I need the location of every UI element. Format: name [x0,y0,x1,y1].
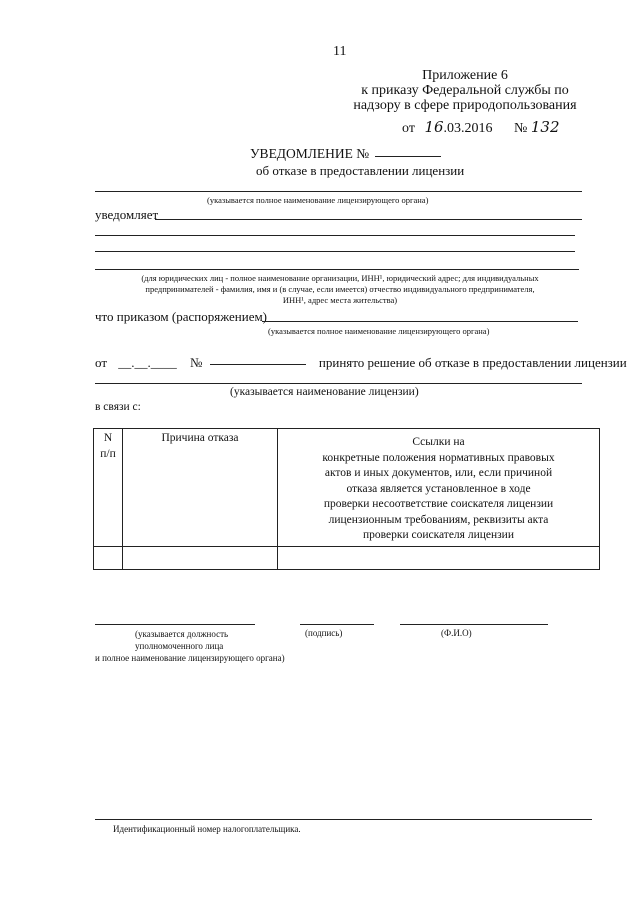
table-cell-number [94,546,123,569]
table-header-references [278,429,600,547]
name-line [400,624,548,625]
table-header-row [94,429,600,547]
notice-title [250,146,441,162]
decision-date-blank: __.__.____ [118,355,177,370]
order-label: что приказом (распоряжением) [95,309,268,324]
notifies-line [155,219,582,220]
references-line-3: актов и иных документов, или, если причиной [324,467,553,479]
licensing-body-line [95,191,582,192]
signature-line [300,624,374,625]
references-line-6: лицензионным требованиям, реквизиты акта [328,513,549,526]
table-header-reason: Причина отказа [123,429,278,547]
applicant-caption-1: (для юридических лиц - полное наименование организации, ИНН¹, юридический адрес; для индивидуальных [141,273,539,283]
table-header-number: N п/п [94,429,123,547]
signature-caption: (подпись) [305,628,343,638]
table-cell-reason [123,546,278,569]
page-number: 11 [333,44,347,59]
notice-number-blank [375,156,441,157]
order-line [262,321,578,322]
position-caption-2: уполномоченного лица [135,641,224,651]
table-row [94,546,600,569]
references-line-5: проверки несоответствие соискателя лицензии [323,498,554,510]
notice-subtitle: об отказе в предоставлении лицензии [256,163,465,178]
references-line-2: конкретные положения нормативных правовых [322,451,555,464]
decision-from: от [95,355,108,370]
references-line-1: Ссылки на [412,436,465,448]
decision-text: принято решение об отказе в предоставлении лицензии [318,355,627,370]
annex-date-day: 16 [424,118,444,136]
applicant-line-2 [95,235,575,236]
references-line-4: отказа является установленное в ходе [346,482,531,495]
annex-block [330,68,600,113]
position-line [95,624,255,625]
references-line-7: проверки соискателя лицензии [362,529,514,541]
position-caption [95,628,285,664]
footnote-divider [95,819,592,820]
annex-number-prefix: № [514,121,528,136]
license-name-caption: (указывается наименование лицензии) [230,386,419,398]
due-to-label: в связи с: [95,401,141,413]
notifies-label: уведомляет [95,207,159,222]
notice-title-text: УВЕДОМЛЕНИЕ № [250,146,370,161]
decision-row [95,355,627,371]
applicant-caption-3: ИНН¹, адрес места жительства) [282,295,398,305]
name-caption: (Ф.И.О) [441,628,472,638]
annex-title: Приложение 6 [422,68,508,83]
applicant-caption [95,273,585,306]
annex-line-2: надзору в сфере природопользования [353,98,577,113]
applicant-caption-2: предпринимателей - фамилия, имя и (в случае, если имеется) отчество индивидуального предпринимателя, [145,284,535,294]
annex-date-rest: .03.2016 [443,121,493,136]
applicant-line-3 [95,251,575,252]
license-name-line [95,383,582,384]
reasons-table [93,428,600,570]
footnote: Идентификационный номер налогоплательщика. [113,824,301,834]
annex-number: 132 [530,118,560,136]
annex-date-row [402,118,560,137]
annex-date-prefix: от [402,121,415,136]
table-cell-references [278,546,600,569]
position-caption-1: (указывается должность [135,629,229,639]
order-caption: (указывается полное наименование лицензирующего органа) [268,326,490,336]
decision-number-sign: № [190,355,203,370]
licensing-body-caption: (указывается полное наименование лицензирующего органа) [207,195,429,205]
position-caption-3: и полное наименование лицензирующего органа) [95,653,285,663]
annex-line-1: к приказу Федеральной службы по [361,83,569,98]
applicant-line-4 [95,269,579,270]
decision-number-blank [210,364,306,365]
